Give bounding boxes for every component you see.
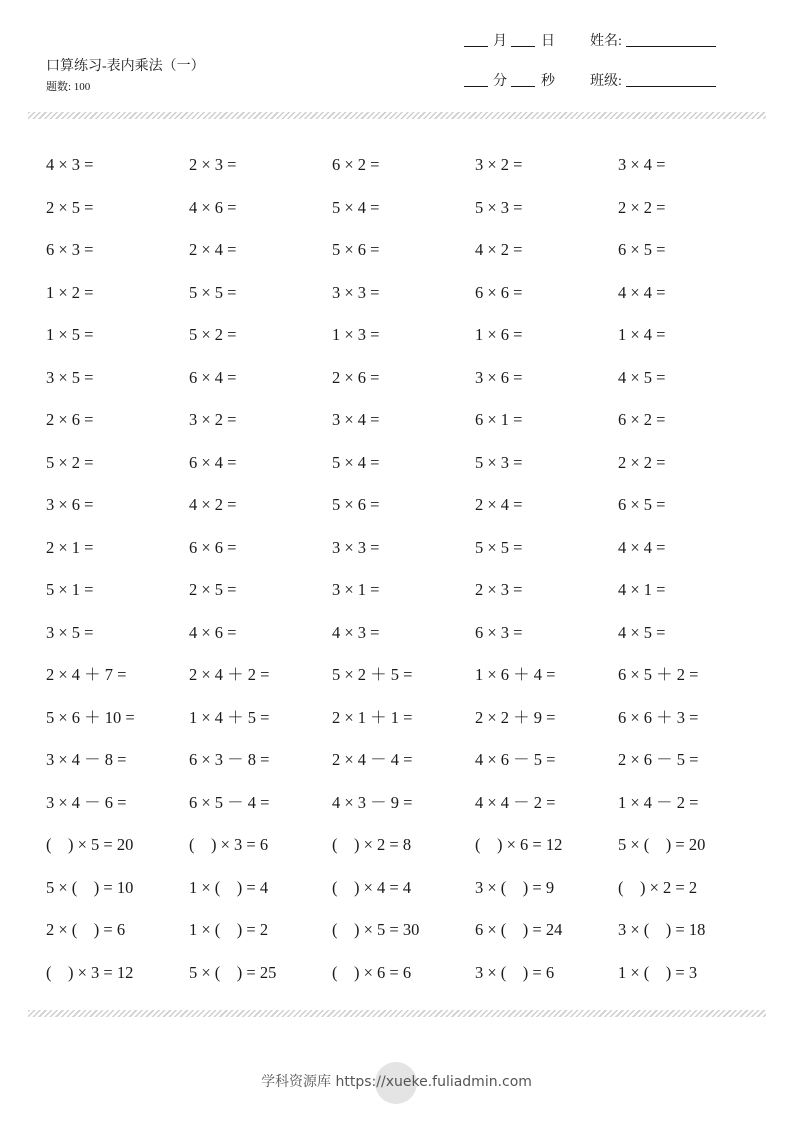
problem-item: 3 × 2 = (189, 410, 237, 430)
top-divider (28, 112, 766, 119)
problem-count: 题数: 100 (46, 81, 91, 93)
problem-item: 1 × 5 = (46, 325, 94, 345)
problem-item: 5 × 6 ＋ 10 = (46, 707, 135, 727)
problem-item: 5 × 2 = (46, 452, 94, 472)
problem-item: 3 × 1 = (332, 580, 380, 600)
problem-item: 3 × 3 = (332, 537, 380, 557)
problem-item: 6 × 3 － 8 = (189, 750, 270, 770)
problem-item: 5 × ( ) = 10 (46, 877, 134, 897)
problem-item: 5 × 2 ＋ 5 = (332, 665, 413, 685)
class-label: 班级: (590, 74, 622, 89)
problem-item: 2 × 5 = (189, 580, 237, 600)
problem-item: ( ) × 3 = 6 (189, 835, 269, 855)
problem-item: 3 × 5 = (46, 622, 94, 642)
problem-item: 2 × 4 ＋ 7 = (46, 665, 127, 685)
problem-item: 2 × 6 － 5 = (618, 750, 699, 770)
problem-item: 2 × 3 = (189, 155, 237, 175)
day-blank[interactable] (511, 46, 535, 47)
problem-item: 6 × 2 = (332, 155, 380, 175)
problem-item: ( ) × 2 = 2 (618, 877, 698, 897)
problem-item: 3 × 6 = (46, 495, 94, 515)
problem-item: 5 × 3 = (475, 452, 523, 472)
problem-item: 5 × 2 = (189, 325, 237, 345)
problem-item: 6 × ( ) = 24 (475, 920, 563, 940)
problem-grid (46, 144, 761, 994)
problem-item: 6 × 5 ＋ 2 = (618, 665, 699, 685)
problem-item: 4 × 5 = (618, 622, 666, 642)
problem-item: 3 × 6 = (475, 367, 523, 387)
problem-item: 5 × 5 = (475, 537, 523, 557)
footer-text: 学科资源库 https://xueke.fuliadmin.com (261, 1074, 532, 1090)
problem-item: 6 × 4 = (189, 367, 237, 387)
problem-item: 2 × 2 = (618, 197, 666, 217)
problem-item: 1 × ( ) = 3 (618, 962, 698, 982)
problem-item: 4 × 5 = (618, 367, 666, 387)
problem-item: 3 × 2 = (475, 155, 523, 175)
problem-item: 2 × 6 = (46, 410, 94, 430)
month-blank[interactable] (464, 46, 488, 47)
problem-item: 6 × 3 = (46, 240, 94, 260)
problem-item: 4 × 3 = (46, 155, 94, 175)
problem-item: 1 × 6 = (475, 325, 523, 345)
problem-item: 2 × 4 = (475, 495, 523, 515)
problem-item: 1 × 6 ＋ 4 = (475, 665, 556, 685)
problem-item: 2 × 3 = (475, 580, 523, 600)
problem-item: 3 × 4 = (332, 410, 380, 430)
problem-item: 4 × 3 － 9 = (332, 792, 413, 812)
problem-item: 5 × 6 = (332, 495, 380, 515)
problem-item: 3 × 5 = (46, 367, 94, 387)
name-label: 姓名: (590, 34, 622, 49)
problem-item: 3 × 3 = (332, 282, 380, 302)
problem-item: 5 × 1 = (46, 580, 94, 600)
problem-item: 5 × 6 = (332, 240, 380, 260)
problem-item: 6 × 5 = (618, 495, 666, 515)
problem-item: 2 × 1 = (46, 537, 94, 557)
problem-item: 2 × ( ) = 6 (46, 920, 126, 940)
problem-item: 2 × 6 = (332, 367, 380, 387)
problem-item: 5 × ( ) = 25 (189, 962, 277, 982)
problem-item: 1 × 4 ＋ 5 = (189, 707, 270, 727)
problem-item: 6 × 5 = (618, 240, 666, 260)
problem-item: 5 × 4 = (332, 197, 380, 217)
problem-item: 3 × ( ) = 18 (618, 920, 706, 940)
problem-item: ( ) × 2 = 8 (332, 835, 412, 855)
problem-item: 5 × 5 = (189, 282, 237, 302)
problem-item: 4 × 1 = (618, 580, 666, 600)
problem-item: 6 × 2 = (618, 410, 666, 430)
problem-item: 5 × ( ) = 20 (618, 835, 706, 855)
minute-blank[interactable] (464, 86, 488, 87)
problem-item: 2 × 4 ＋ 2 = (189, 665, 270, 685)
problem-item: 4 × 2 = (475, 240, 523, 260)
problem-item: 4 × 4 － 2 = (475, 792, 556, 812)
problem-item: 4 × 6 － 5 = (475, 750, 556, 770)
day-label: 日 (541, 34, 555, 49)
second-blank[interactable] (511, 86, 535, 87)
problem-item: 6 × 6 ＋ 3 = (618, 707, 699, 727)
problem-item: 4 × 6 = (189, 622, 237, 642)
second-label: 秒 (541, 74, 555, 89)
problem-item: 3 × ( ) = 9 (475, 877, 555, 897)
problem-item: ( ) × 6 = 6 (332, 962, 412, 982)
problem-item: 2 × 5 = (46, 197, 94, 217)
problem-item: 3 × 4 = (618, 155, 666, 175)
problem-item: 3 × 4 － 6 = (46, 792, 127, 812)
problem-item: 2 × 2 ＋ 9 = (475, 707, 556, 727)
problem-item: 2 × 1 ＋ 1 = (332, 707, 413, 727)
problem-item: ( ) × 3 = 12 (46, 962, 134, 982)
problem-item: 5 × 3 = (475, 197, 523, 217)
problem-item: 6 × 4 = (189, 452, 237, 472)
bottom-divider (28, 1010, 766, 1017)
problem-item: 3 × 4 － 8 = (46, 750, 127, 770)
minute-label: 分 (493, 74, 507, 89)
problem-item: 5 × 4 = (332, 452, 380, 472)
problem-item: 1 × 4 = (618, 325, 666, 345)
problem-item: 2 × 2 = (618, 452, 666, 472)
problem-item: 1 × ( ) = 4 (189, 877, 269, 897)
worksheet-title: 口算练习-表内乘法（一） (46, 59, 205, 74)
problem-item: ( ) × 5 = 20 (46, 835, 134, 855)
month-label: 月 (493, 34, 507, 49)
problem-item: 4 × 6 = (189, 197, 237, 217)
problem-item: 4 × 2 = (189, 495, 237, 515)
problem-item: 6 × 6 = (189, 537, 237, 557)
problem-item: 3 × ( ) = 6 (475, 962, 555, 982)
problem-item: ( ) × 5 = 30 (332, 920, 420, 940)
problem-item: 6 × 5 － 4 = (189, 792, 270, 812)
name-blank[interactable] (626, 46, 716, 47)
problem-item: 4 × 4 = (618, 282, 666, 302)
problem-item: 4 × 4 = (618, 537, 666, 557)
problem-item: 4 × 3 = (332, 622, 380, 642)
class-blank[interactable] (626, 86, 716, 87)
problem-item: 1 × 4 － 2 = (618, 792, 699, 812)
problem-item: ( ) × 6 = 12 (475, 835, 563, 855)
problem-item: 6 × 1 = (475, 410, 523, 430)
problem-item: 2 × 4 = (189, 240, 237, 260)
problem-item: ( ) × 4 = 4 (332, 877, 412, 897)
problem-item: 2 × 4 － 4 = (332, 750, 413, 770)
problem-item: 1 × 3 = (332, 325, 380, 345)
problem-item: 1 × ( ) = 2 (189, 920, 269, 940)
problem-item: 1 × 2 = (46, 282, 94, 302)
problem-item: 6 × 6 = (475, 282, 523, 302)
problem-item: 6 × 3 = (475, 622, 523, 642)
